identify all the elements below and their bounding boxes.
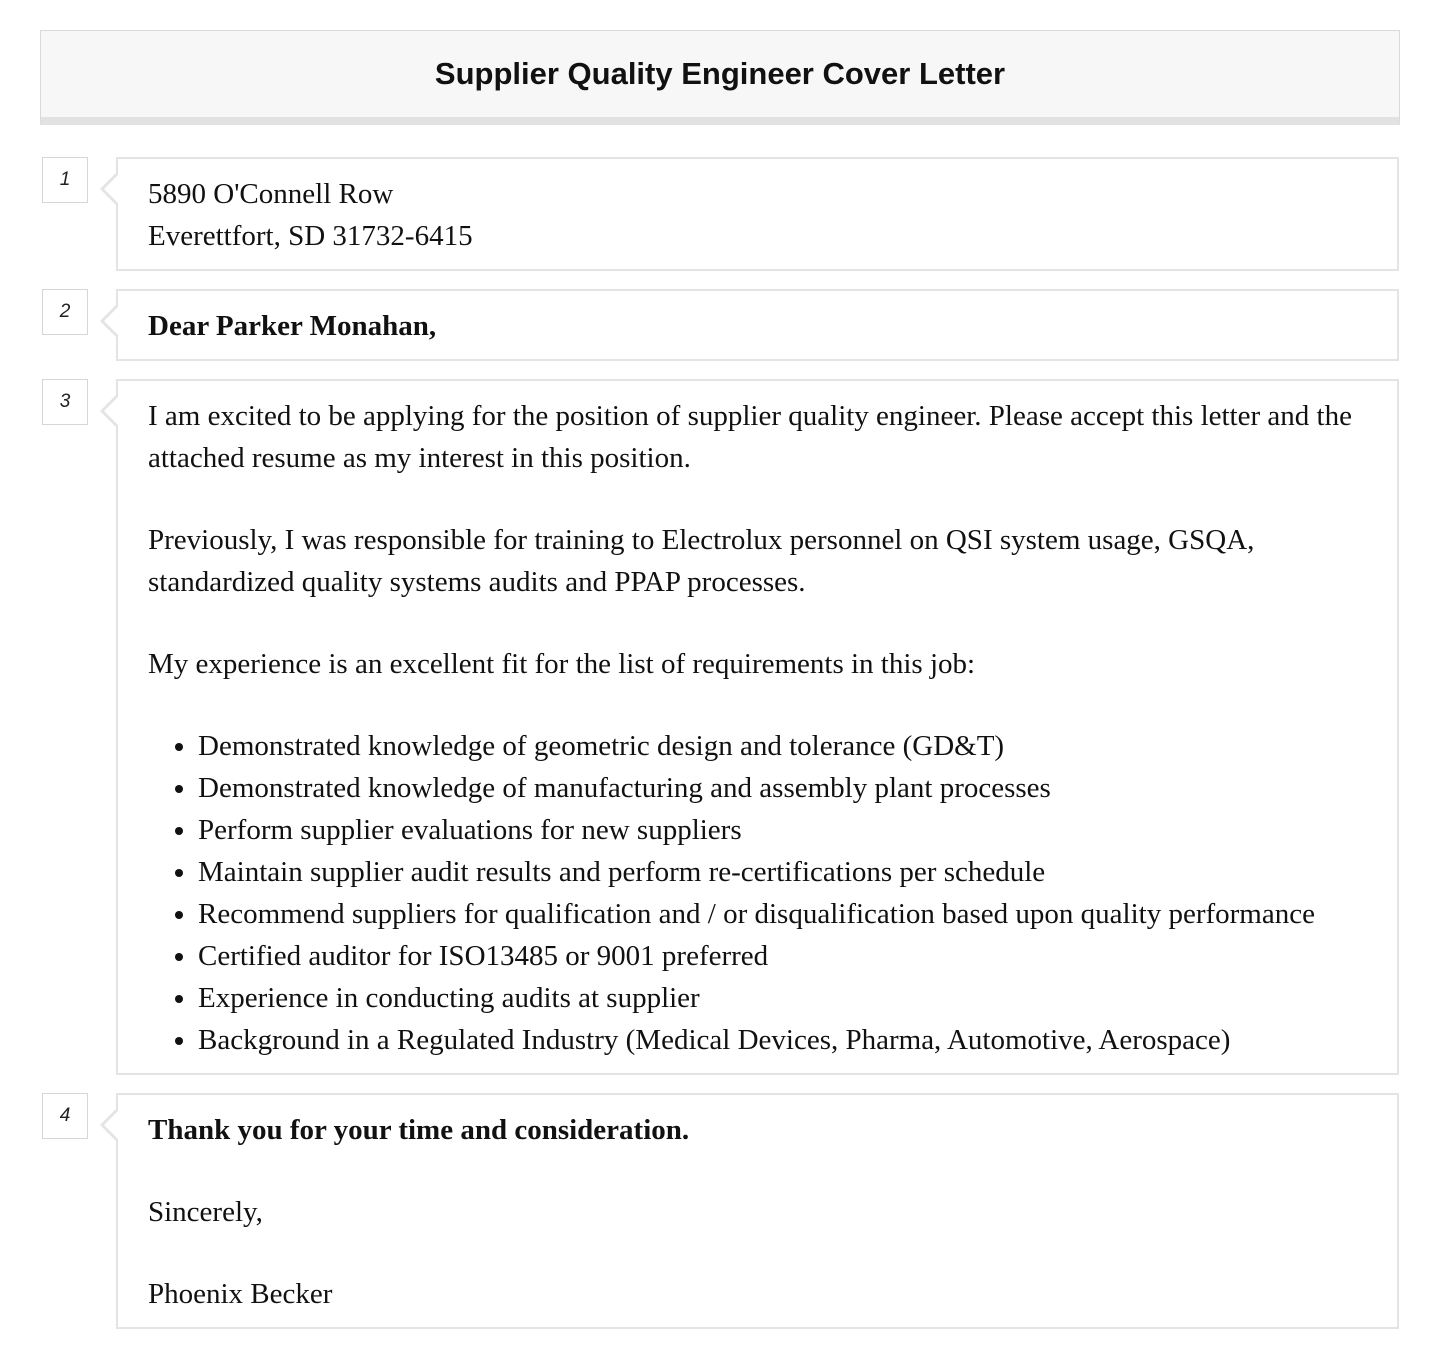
greeting-text: Dear Parker Monahan, xyxy=(148,310,437,342)
thanks-text: Thank you for your time and consideration. xyxy=(148,1114,690,1146)
previous-experience-paragraph: Previously, I was responsible for training to Electrolux personnel on QSI system usage, GSQA, standardized quality systems audits and PPAP processes. xyxy=(148,524,1255,598)
list-item: • Recommend suppliers for qualification and / or disqualification based upon quality performance xyxy=(198,893,1367,935)
closing-box xyxy=(116,1093,1399,1329)
list-item: • Demonstrated knowledge of geometric design and tolerance (GD&T) xyxy=(198,725,1367,767)
section-number: 3 xyxy=(42,379,88,425)
signoff-text: Sincerely, xyxy=(148,1196,263,1228)
requirements-list xyxy=(148,725,1367,1061)
page-header xyxy=(40,30,1400,125)
address-line-2: Everettfort, SD 31732-6415 xyxy=(148,220,473,252)
list-item: • Certified auditor for ISO13485 or 9001 preferred xyxy=(198,935,1367,977)
list-item: • Demonstrated knowledge of manufacturing and assembly plant processes xyxy=(198,767,1367,809)
list-item: • Experience in conducting audits at supplier xyxy=(198,977,1367,1019)
list-item: • Maintain supplier audit results and perform re-certifications per schedule xyxy=(198,851,1367,893)
list-item: • Background in a Regulated Industry (Medical Devices, Pharma, Automotive, Aerospace) xyxy=(198,1019,1367,1061)
signature-name: Phoenix Becker xyxy=(148,1278,333,1310)
section-number: 2 xyxy=(42,289,88,335)
intro-paragraph: I am excited to be applying for the position of supplier quality engineer. Please accept this letter and the attached resume as my interest in this position. xyxy=(148,400,1352,474)
address-line-1: 5890 O'Connell Row xyxy=(148,178,394,210)
section-number: 4 xyxy=(42,1093,88,1139)
greeting-box xyxy=(116,289,1399,361)
section-number: 1 xyxy=(42,157,88,203)
body-box xyxy=(116,379,1399,1075)
fit-paragraph: My experience is an excellent fit for the list of requirements in this job: xyxy=(148,648,976,680)
list-item: • Perform supplier evaluations for new suppliers xyxy=(198,809,1367,851)
page-title: Supplier Quality Engineer Cover Letter xyxy=(434,56,1006,91)
address-box xyxy=(116,157,1399,271)
